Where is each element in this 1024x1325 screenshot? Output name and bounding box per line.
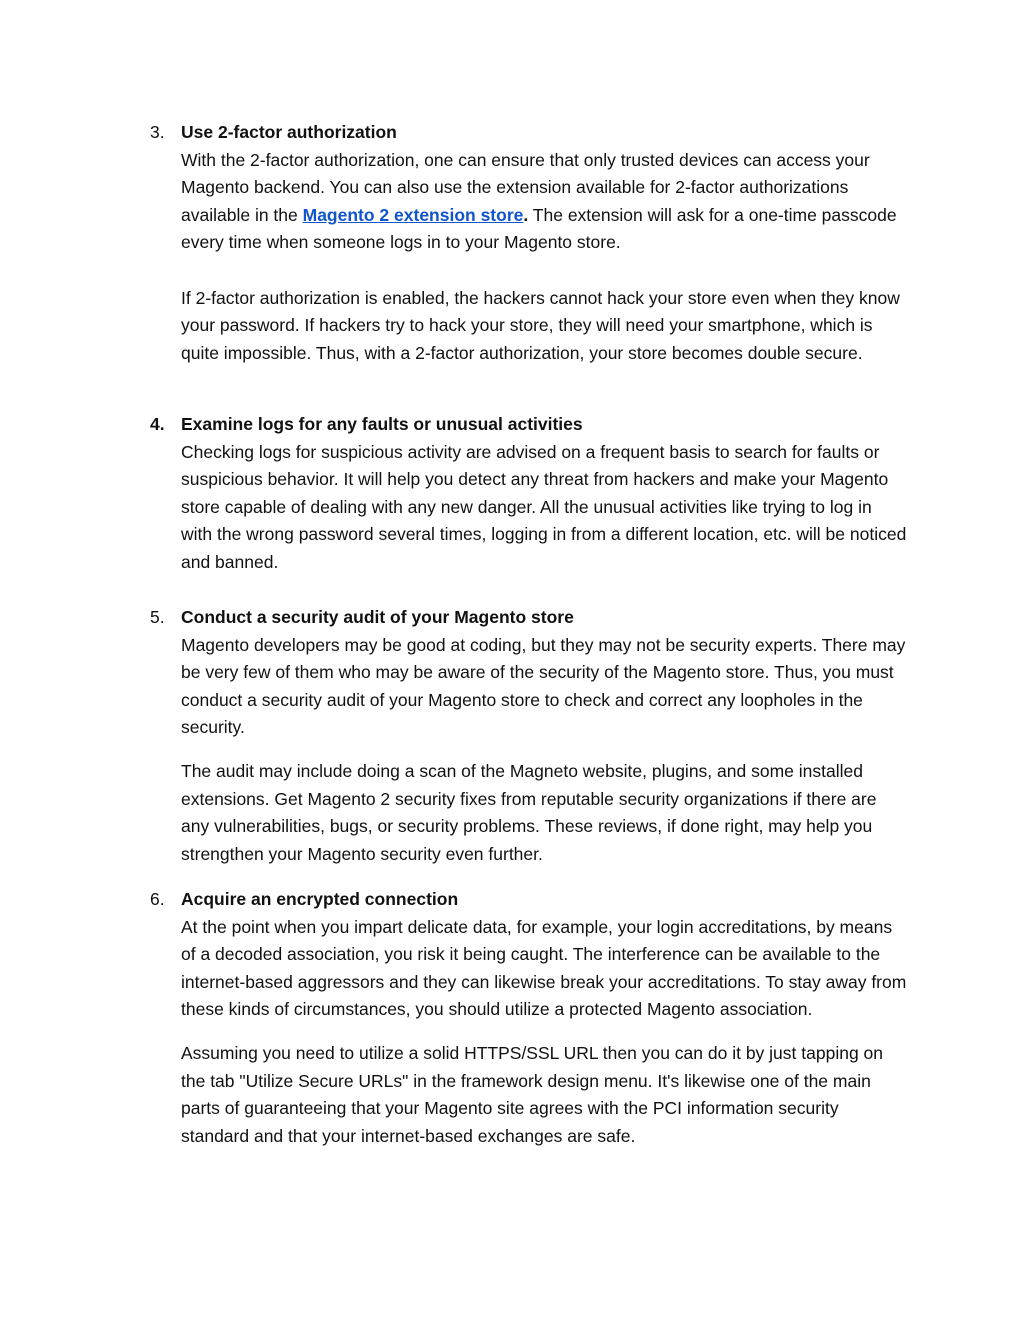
item-heading: Conduct a security audit of your Magento store bbox=[181, 607, 574, 627]
item-heading: Examine logs for any faults or unusual activities bbox=[181, 414, 583, 434]
item-paragraph: Magento developers may be good at coding, but they may not be security experts. There may be very few of them who may be aware of the security of the Magento store. Thus, you must conduct a security audit of your Magento store to check and correct any loopholes in the security. bbox=[181, 634, 906, 738]
list-item-content bbox=[181, 411, 907, 577]
item-heading: Acquire an encrypted connection bbox=[181, 889, 459, 909]
extension-store-link[interactable]: Magento 2 extension store bbox=[302, 204, 524, 225]
list-number: 4. bbox=[150, 414, 165, 434]
item-paragraph: Checking logs for suspicious activity are advised on a frequent basis to search for faults or suspicious behavior. It will help you detect any threat from hackers and make your Magento store capable of dealing with any new danger. All the unusual activities like trying to log in with the wrong password several times, logging in from a different location, etc. will be noticed and banned. bbox=[181, 441, 907, 572]
item-paragraph: If 2-factor authorization is enabled, the hackers cannot hack your store even when they know your password. If hackers try to hack your store, they will need your smartphone, which is quite impossible. Thus, with a 2-factor authorization, your store becomes double secure. bbox=[181, 287, 900, 363]
paragraph-text: The extension will ask for a one-time passcode every time when someone logs in to your Magento store. bbox=[181, 204, 897, 253]
list-number: 5. bbox=[150, 607, 165, 627]
list-item-content bbox=[181, 886, 907, 1150]
list-item-content bbox=[181, 604, 907, 868]
item-paragraph: At the point when you impart delicate data, for example, your login accreditations, by means of a decoded association, you risk it being caught. The interference can be available to the internet-based aggressors and they can likewise break your accreditations. To stay away from these kinds of circumstances, you should utilize a protected Magento association. bbox=[181, 916, 907, 1020]
item-paragraph bbox=[181, 147, 907, 257]
list-item-content bbox=[181, 119, 907, 367]
paragraph-text: With the 2-factor authorization, one can ensure that only trusted devices can access your Magento backend. You can also use the extension available for 2-factor authorizations available in the bbox=[181, 149, 870, 225]
item-paragraph: Assuming you need to utilize a solid HTTPS/SSL URL then you can do it by just tapping on the tab "Utilize Secure URLs" in the framework design menu. It's likewise one of the main parts of guaranteeing that your Magento site agrees with the PCI information security standard and that your internet-based exchanges are safe. bbox=[181, 1042, 884, 1146]
item-paragraph: The audit may include doing a scan of the Magneto website, plugins, and some installed extensions. Get Magento 2 security fixes from reputable security organizations if there are any vulnerabilities, bugs, or security problems. These reviews, if done right, may help you strengthen your Magento security even further. bbox=[181, 760, 877, 864]
item-heading: Use 2-factor authorization bbox=[181, 122, 397, 142]
list-number: 6. bbox=[150, 889, 165, 909]
list-number: 3. bbox=[150, 122, 165, 142]
period-text: . bbox=[523, 204, 529, 225]
